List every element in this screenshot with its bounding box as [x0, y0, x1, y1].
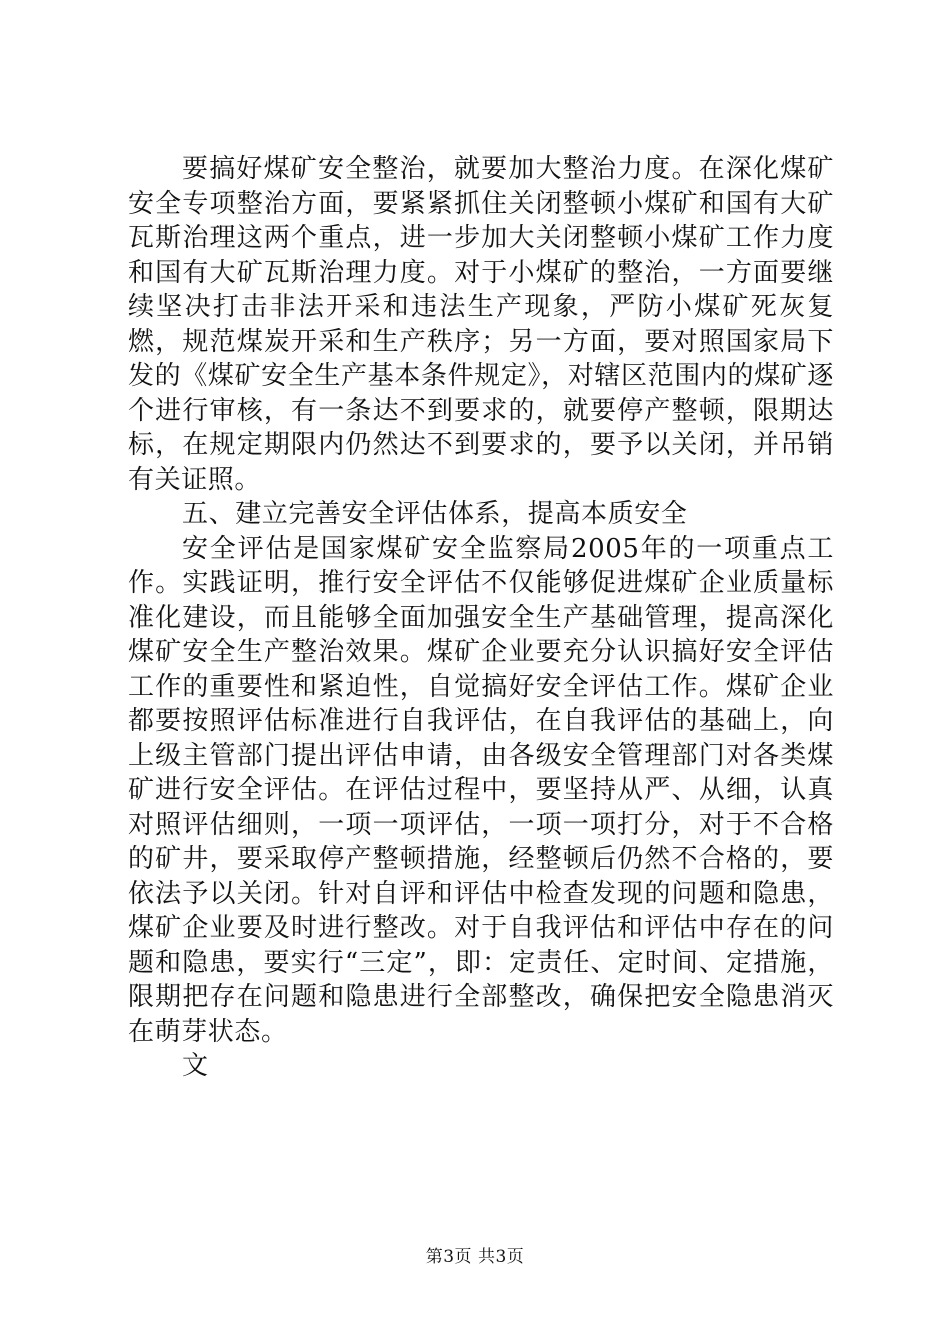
paragraph-rectification: 要搞好煤矿安全整治，就要加大整治力度。在深化煤矿安全专项整治方面，要紧紧抓住关闭整顿小煤矿和国有大矿瓦斯治理这两个重点，进一步加大关闭整顿小煤矿工作力度和国有大矿瓦斯治理力度。对于小煤矿的整治，一方面要继续坚决打击非法开采和违法生产现象，严防小煤矿死灰复燃，规范煤炭开采和生产秩序；另一方面，要对照国家局下发的《煤矿安全生产基本条件规定》，对辖区范围内的煤矿逐个进行审核，有一条达不到要求的，就要停产整顿，限期达标，在规定期限内仍然达不到要求的，要予以关闭，并吊销有关证照。: [128, 154, 834, 495]
paragraph-trailing: 文: [182, 1051, 209, 1081]
document-body: [128, 152, 834, 1084]
paragraph-safety-evaluation: 安全评估是国家煤矿安全监察局2005年的一项重点工作。实践证明，推行安全评估不仅能够促进煤矿企业质量标准化建设，而且能够全面加强安全生产基础管理，提高深化煤矿安全生产整治效果。煤矿企业要充分认识搞好安全评估工作的重要性和紧迫性，自觉搞好安全评估工作。煤矿企业都要按照评估标准进行自我评估，在自我评估的基础上，向上级主管部门提出评估申请，由各级安全管理部门对各类煤矿进行安全评估。在评估过程中，要坚持从严、从细，认真对照评估细则，一项一项评估，一项一项打分，对于不合格的矿井，要采取停产整顿措施，经整顿后仍然不合格的，要依法予以关闭。针对自评和评估中检查发现的问题和隐患，煤矿企业要及时进行整改。对于自我评估和评估中存在的问题和隐患，要实行“三定”，即：定责任、定时间、定措施，限期把存在问题和隐患进行全部整改，确保把安全隐患消灭在萌芽状态。: [128, 533, 834, 1047]
page-footer: 第3页 共3页: [425, 1247, 525, 1267]
section-heading-five: 五、建立完善安全评估体系，提高本质安全: [182, 499, 688, 529]
